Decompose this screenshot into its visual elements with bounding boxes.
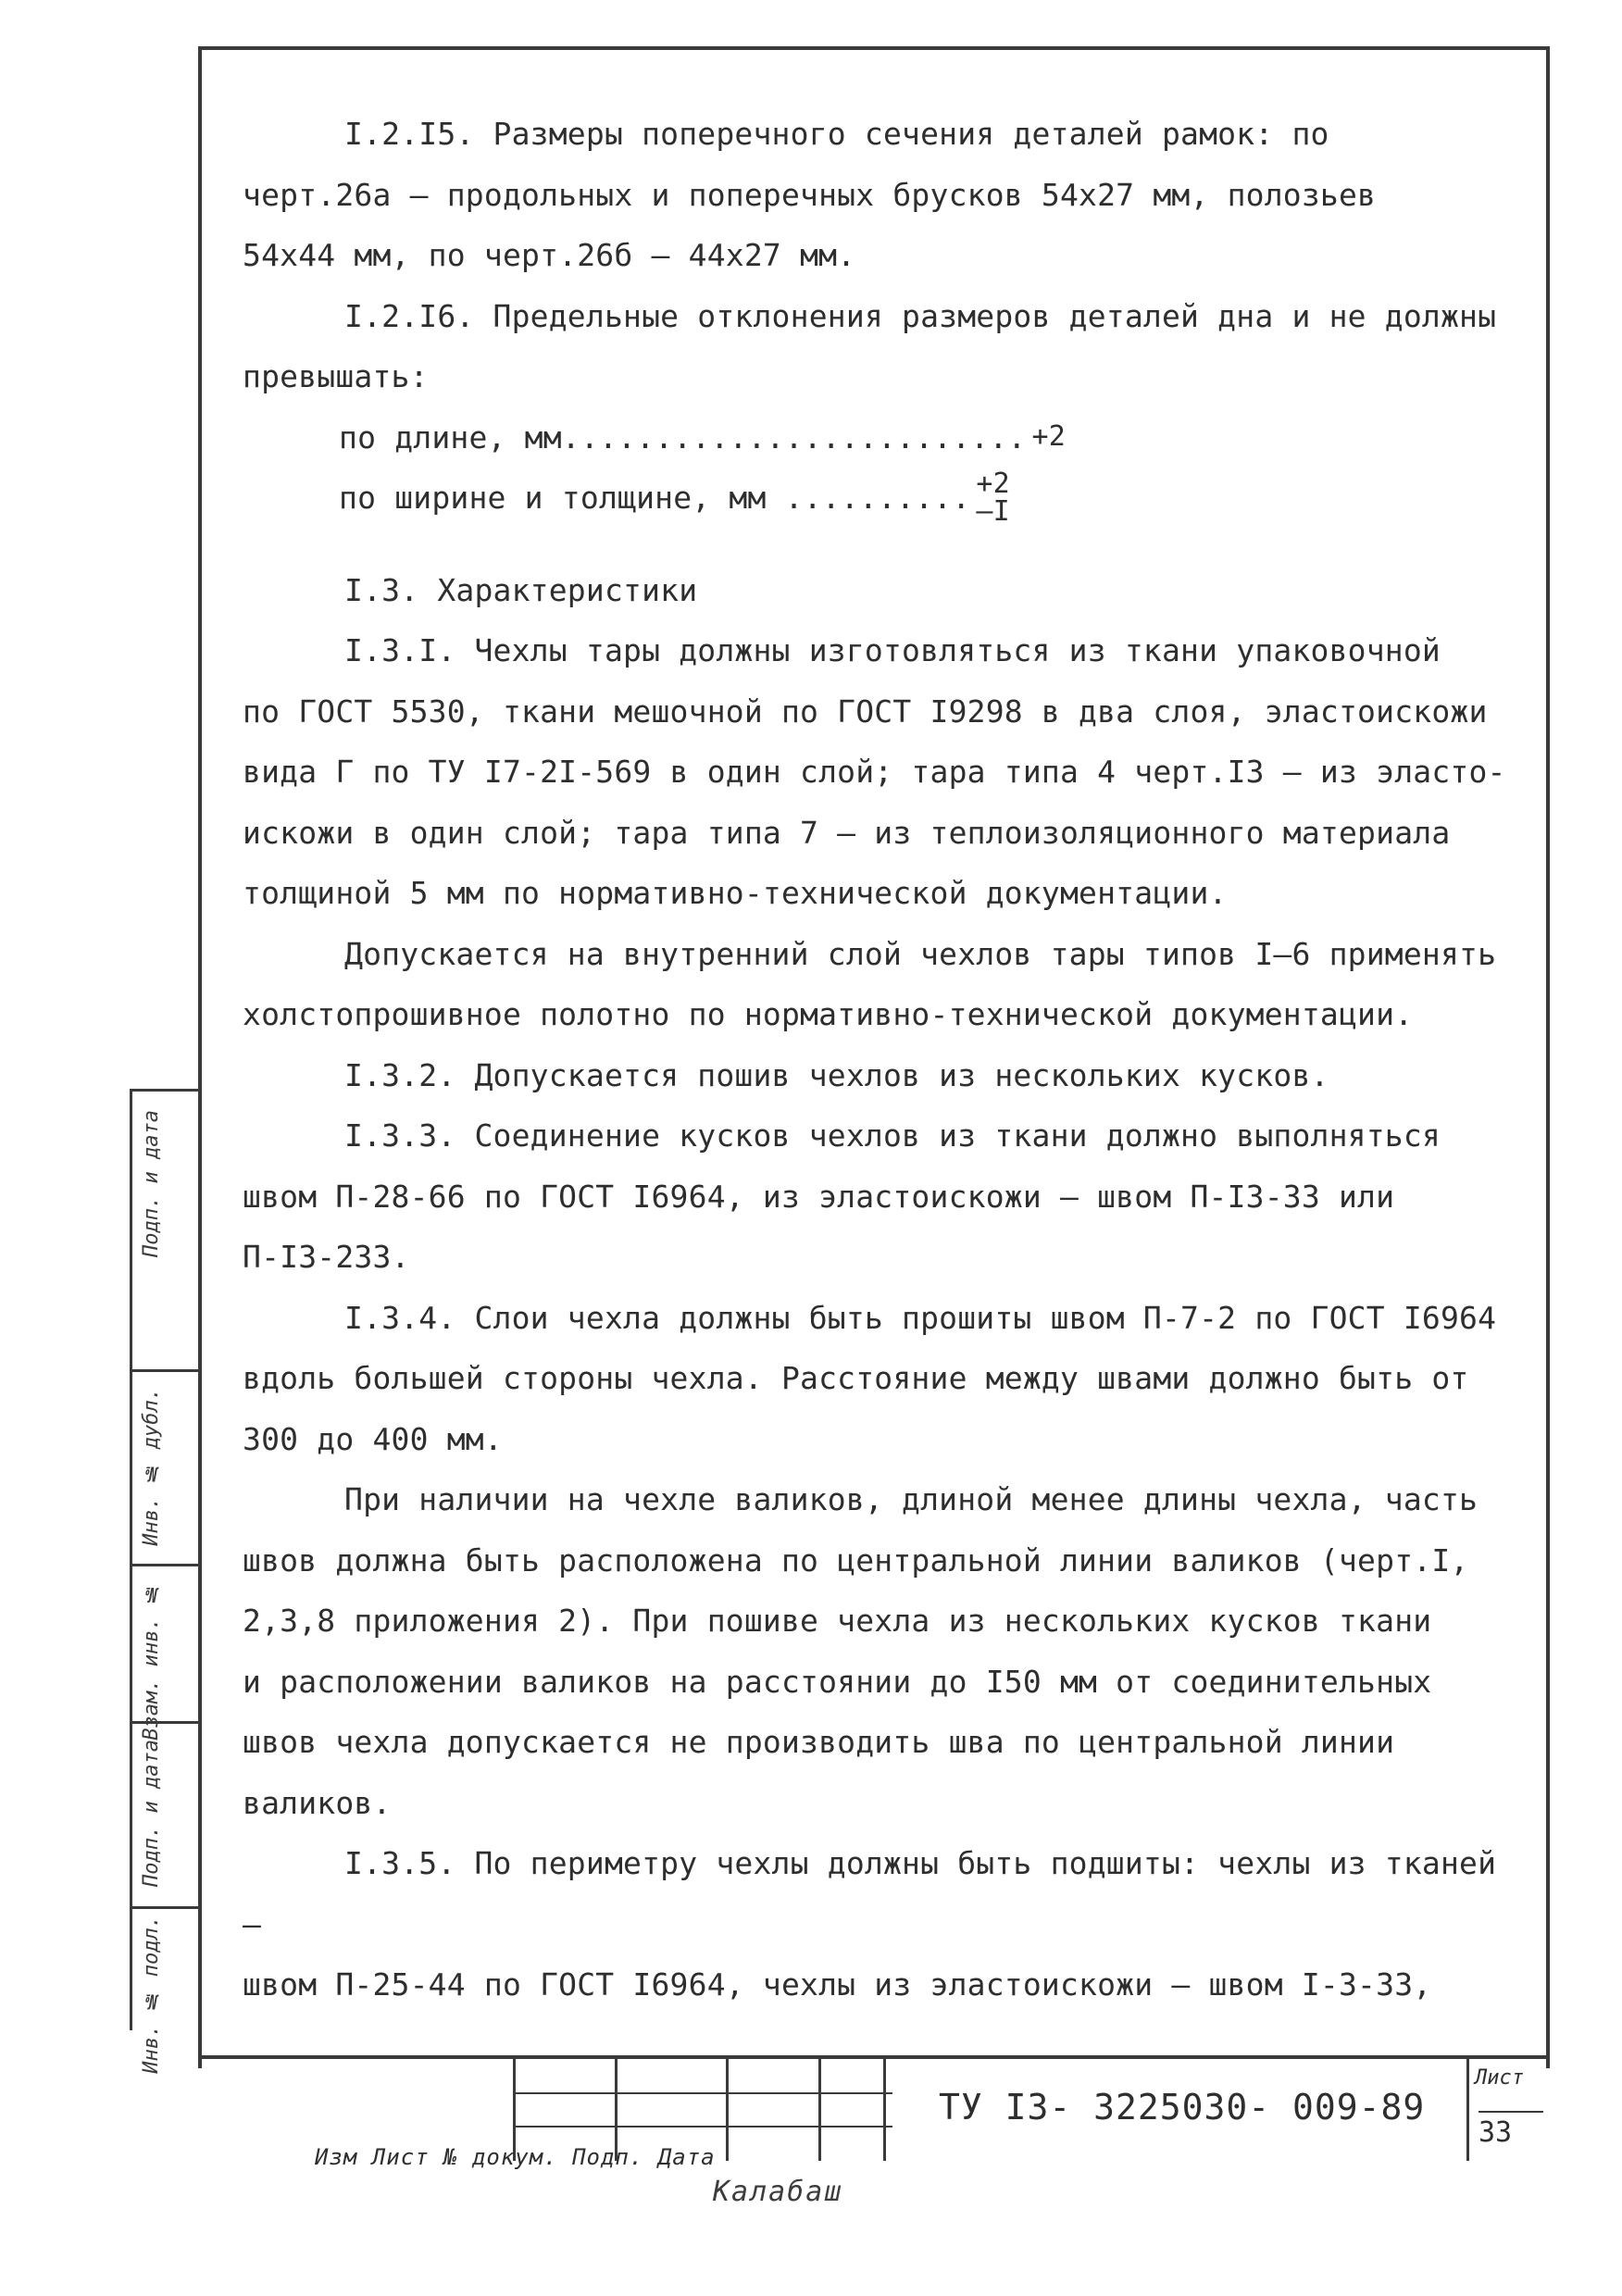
deviation-width-tolerance bbox=[976, 467, 1010, 528]
clause-1-3-5-line1: I.3.5. По периметру чехлы должны быть подшиты: чехлы из тканей – bbox=[243, 1845, 1516, 1942]
clause-1-2-16-line2: превышать: bbox=[243, 358, 429, 394]
sheet-number: 33 bbox=[1479, 2111, 1543, 2149]
clause-1-3-4-line1: I.3.4. Слои чехла должны быть прошиты швом П-7-2 по ГОСТ I6964 bbox=[344, 1299, 1497, 1336]
side-cell-2-label: Инв. № дубл. bbox=[140, 1388, 163, 1546]
clause-1-2-15-line1: I.2.I5. Размеры поперечного сечения деталей рамок: по bbox=[344, 116, 1329, 152]
side-stamp-strip bbox=[130, 1089, 199, 2074]
side-cell-5-label: Инв. № подл. bbox=[140, 1915, 163, 2074]
clause-1-3-1-line4: искожи в один слой; тара типа 7 – из теплоизоляционного материала bbox=[243, 814, 1451, 851]
side-cell-5 bbox=[132, 1906, 199, 2074]
clause-1-2-15-line3: 54х44 мм, по черт.26б – 44х27 мм. bbox=[243, 237, 856, 273]
clause-1-3-1-line2: по ГОСТ 5530, ткани мешочной по ГОСТ I9298 в два слоя, эластоискожи bbox=[243, 693, 1488, 730]
clause-1-3-1-line1: I.3.I. Чехлы тары должны изготовляться из ткани упаковочной bbox=[344, 632, 1441, 668]
clause-1-3-3-line1: I.3.3. Соединение кусков чехлов из ткани должно выполняться bbox=[344, 1117, 1441, 1154]
grid-line bbox=[513, 2126, 892, 2128]
grid-line bbox=[883, 2059, 886, 2161]
document-code: ТУ I3- 3225030- 009-89 bbox=[939, 2087, 1426, 2128]
clause-1-3-5-line2: швом П-25-44 по ГОСТ I6964, чехлы из эластоискожи – швом I-3-33, bbox=[243, 1966, 1432, 2003]
handwritten-signature: Калабаш bbox=[713, 2176, 843, 2208]
deviation-width-tol-upper: +2 bbox=[976, 467, 1010, 500]
clause-1-3-1b-line2: холстопрошивное полотно по нормативно-технической документации. bbox=[243, 996, 1414, 1032]
deviation-width-label: по ширине и толщине, мм .......... bbox=[339, 480, 971, 516]
clause-1-3-2: I.3.2. Допускается пошив чехлов из нескольких кусков. bbox=[344, 1056, 1329, 1093]
clause-1-3-4b-line3: 2,3,8 приложения 2). При пошиве чехла из нескольких кусков ткани bbox=[243, 1603, 1432, 1639]
side-cell-3-label: Взам. инв. № bbox=[140, 1582, 163, 1741]
clause-1-3-4b-line4: и расположении валиков на расстоянии до I50 мм от соединительных bbox=[243, 1663, 1432, 1700]
clause-1-3-3-line2: швом П-28-66 по ГОСТ I6964, из эластоискожи – швом П-I3-33 или bbox=[243, 1178, 1395, 1215]
clause-1-3-4-line2: вдоль большей стороны чехла. Расстояние между швами должно быть от bbox=[243, 1360, 1469, 1396]
sheet-label: Лист bbox=[1475, 2066, 1524, 2090]
deviation-width-row bbox=[243, 468, 1524, 529]
deviation-length-tol-value: +2 bbox=[1031, 420, 1067, 454]
clause-1-3-4-line3: 300 до 400 мм. bbox=[243, 1420, 503, 1457]
clause-1-3-1-line3: вида Г по ТУ I7-2I-569 в один слой; тара типа 4 черт.I3 – из эласто- bbox=[243, 754, 1506, 790]
side-cell-3 bbox=[132, 1564, 199, 1741]
clause-1-3-1b-line1: Допускается на внутренний слой чехлов тары типов I–6 применять bbox=[344, 935, 1497, 972]
spacer bbox=[243, 529, 1524, 560]
side-cell-2 bbox=[132, 1369, 199, 1566]
grid-line bbox=[818, 2059, 821, 2161]
clause-1-3-4b-line6: валиков. bbox=[243, 1784, 392, 1821]
side-cell-4-label: Подп. и дата bbox=[140, 1740, 163, 1887]
signature-row-labels: Изм Лист № докум. Подп. Дата bbox=[315, 2144, 716, 2170]
section-heading-1-3: I.3. Характеристики bbox=[344, 571, 698, 608]
deviation-length-tolerance bbox=[1031, 420, 1067, 454]
clause-1-2-16-line1: I.2.I6. Предельные отклонения размеров деталей дна и не должны bbox=[344, 297, 1497, 334]
grid-line bbox=[513, 2092, 892, 2094]
side-cell-1-label: Подп. и дата bbox=[140, 1110, 163, 1257]
clause-1-3-1-line5: толщиной 5 мм по нормативно-технической документации. bbox=[243, 875, 1228, 911]
document-body bbox=[243, 104, 1524, 2015]
clause-1-3-4b-line5: швов чехла допускается не производить шва по центральной линии bbox=[243, 1724, 1395, 1760]
deviation-width-tol-lower: –I bbox=[976, 494, 1010, 528]
side-cell-4 bbox=[132, 1721, 199, 1909]
sheet-box bbox=[1466, 2059, 1549, 2161]
clause-1-3-3-line3: П-I3-233. bbox=[243, 1239, 410, 1275]
clause-1-3-4b-line1: При наличии на чехле валиков, длиной менее длины чехла, часть bbox=[344, 1481, 1479, 1517]
deviation-length-row bbox=[243, 407, 1524, 468]
side-cell-1 bbox=[132, 1092, 199, 1372]
grid-line bbox=[726, 2059, 729, 2161]
clause-1-2-15-line2: черт.26а – продольных и поперечных брусков 54х27 мм, полозьев bbox=[243, 176, 1377, 213]
deviation-length-label: по длине, мм......................... bbox=[339, 418, 1027, 455]
clause-1-3-4b-line2: швов должна быть расположена по центральной линии валиков (черт.I, bbox=[243, 1541, 1469, 1578]
